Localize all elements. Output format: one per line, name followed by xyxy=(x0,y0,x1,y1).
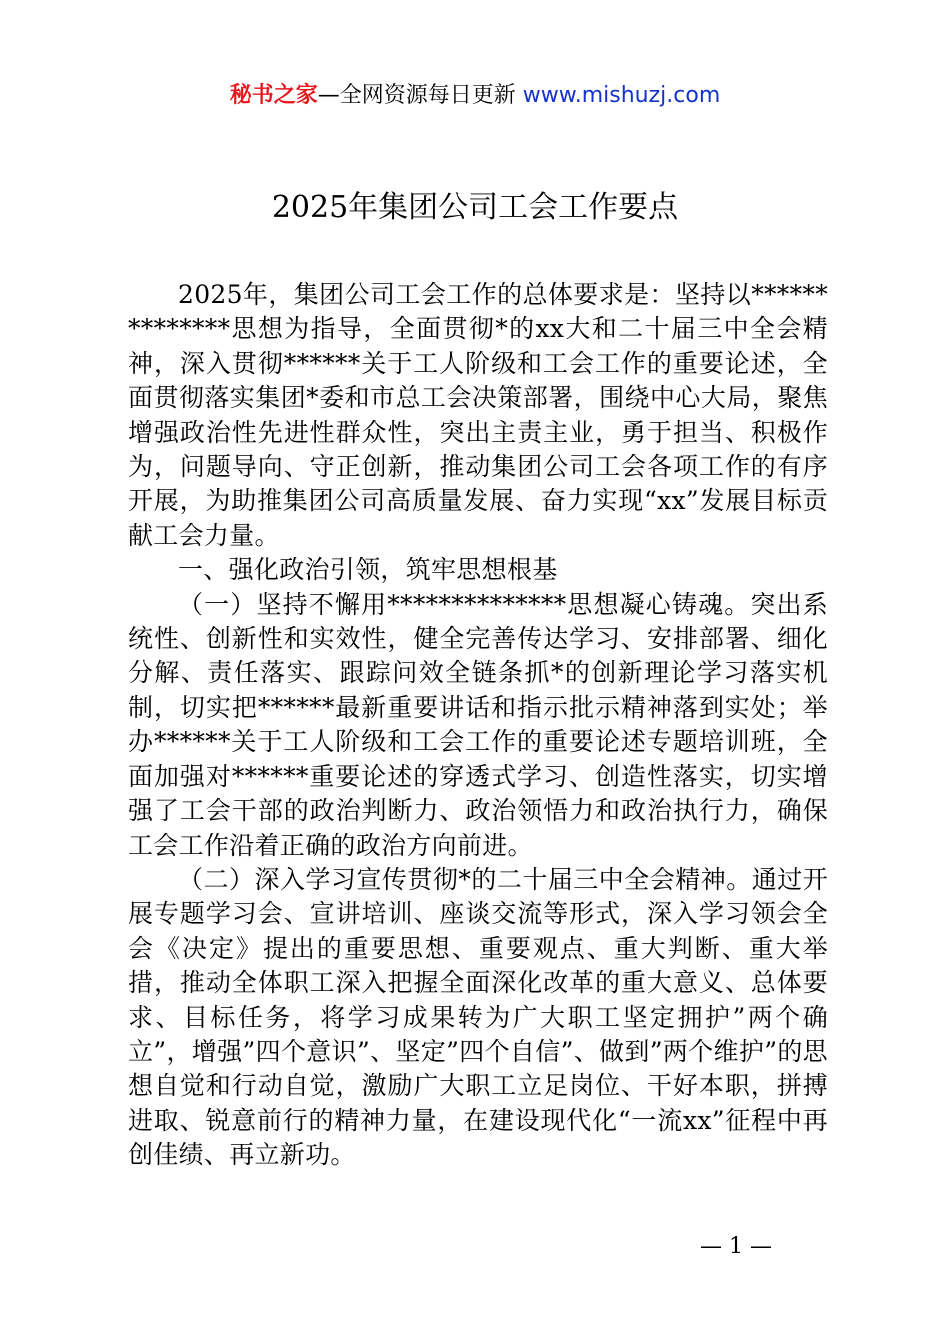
document-body xyxy=(128,278,828,1173)
paragraph-item-2: （二）深入学习宣传贯彻*的二十届三中全会精神。通过开展专题学习会、宣讲培训、座谈交流等形式，深入学习领会全会《决定》提出的重要思想、重要观点、重大判断、重大举措，推动全体职工深入把握全面深化改革的重大意义、总体要求、目标任务，将学习成果转为广大职工坚定拥护”两个确立”，增强”四个意识”、坚定”四个自信”、做到”两个维护”的思想自觉和行动自觉，激励广大职工立足岗位、干好本职，拼搏进取、锐意前行的精神力量，在建设现代化“一流xx”征程中再创佳绩、再立新功。 xyxy=(128,864,828,1170)
paragraph-item-1: （一）坚持不懈用**************思想凝心铸魂。突出系统性、创新性和实效性，健全完善传达学习、安排部署、细化分解、责任落实、跟踪问效全链条抓*的创新理论学习落实机制，切实把******最新重要讲话和指示批示精神落到实处；举办******关于工人阶级和工会工作的重要论述专题培训班，全面加强对******重要论述的穿透式学习、创造性落实，切实增强了工会干部的政治判断力、政治领悟力和政治执行力，确保工会工作沿着正确的政治方向前进。 xyxy=(128,589,828,860)
page-number: — 1 — xyxy=(700,1234,772,1259)
paragraph-intro: 2025年，集团公司工会工作的总体要求是：坚持以**************思想为指导，全面贯彻*的xx大和二十届三中全会精神，深入贯彻******关于工人阶级和工会工作的重要论述，全面贯彻落实集团*委和市总工会决策部署，围绕中心大局，聚焦增强政治性先进性群众性，突出主责主业，勇于担当、积极作为，问题导向、守正创新，推动集团公司工会各项工作的有序开展，为助推集团公司高质量发展、奋力实现“xx”发展目标贡献工会力量。 xyxy=(128,280,828,550)
site-header xyxy=(0,80,950,112)
header-slogan: —全网资源每日更新 xyxy=(317,83,523,108)
site-url[interactable]: www.mishuzj.com xyxy=(522,83,721,108)
section-heading: 一、强化政治引领，筑牢思想根基 xyxy=(178,555,558,585)
brand-name: 秘书之家 xyxy=(229,83,318,108)
document-title: 2025年集团公司工会工作要点 xyxy=(271,190,679,225)
